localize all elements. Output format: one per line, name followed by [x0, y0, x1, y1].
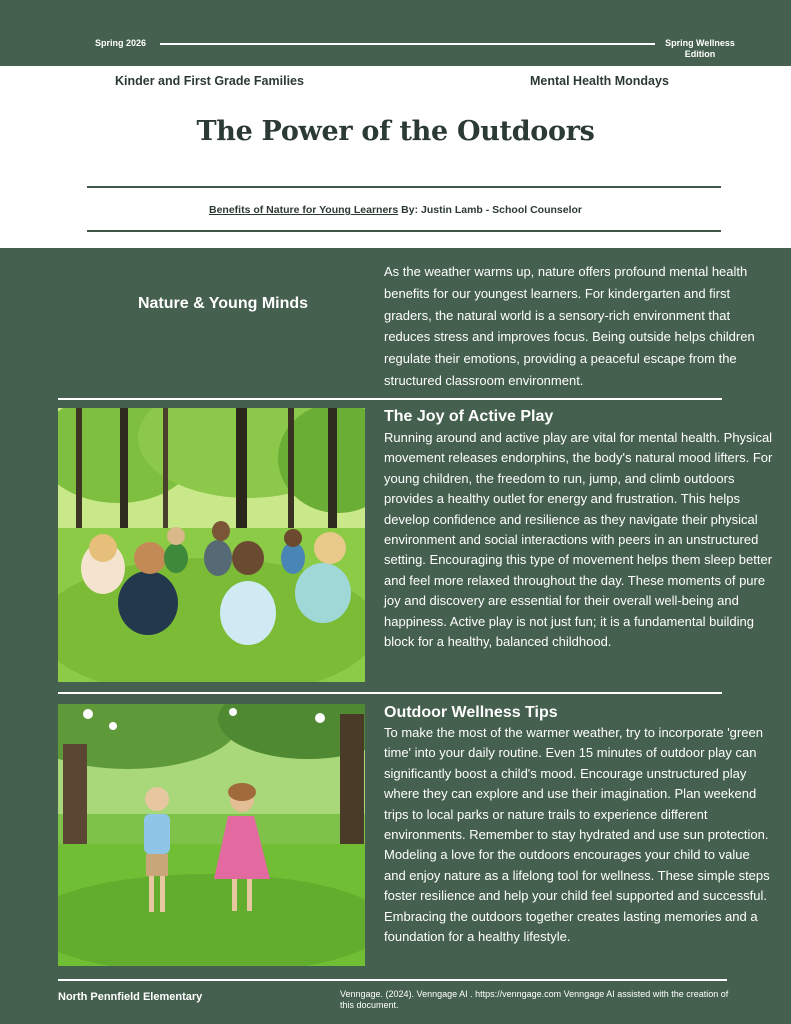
active-play-paragraph: Running around and active play are vital for mental health. Physical movement releases endorphins, the body's natural mood lifters. For young children, the freedom to run, jump, and climb outdoors provides a healthy outlet for energy and frustration. This helps develop confidence and resilience as they navigate their physical environment and social interactions with peers in an unstructured setting. Encouraging this type of movement helps them sleep better and feel more relaxed throughout the day. These moments of pure joy and discovery are essential for their overall well-being and happiness. Active play is not just fun; it is a fundamental building block for a healthy, balanced childhood.: [384, 430, 773, 650]
kids-circle-photo: [58, 408, 365, 682]
article-link[interactable]: Benefits of Nature for Young Learners: [209, 204, 399, 216]
banner-divider: [160, 43, 655, 45]
main-content: [0, 248, 791, 1024]
page-title: The Power of the Outdoors: [196, 116, 595, 147]
active-play-heading: The Joy of Active Play: [384, 408, 554, 425]
section-divider-1: [58, 398, 722, 400]
kids-running-photo: [58, 704, 365, 966]
author-credit: By: Justin Lamb - School Counselor: [398, 204, 582, 216]
section-divider-2: [58, 692, 722, 694]
byline: [0, 204, 791, 216]
wellness-tips-heading: Outdoor Wellness Tips: [384, 704, 558, 721]
audience-label: Kinder and First Grade Families: [115, 74, 304, 88]
intro-heading: Nature & Young Minds: [137, 295, 309, 312]
footer-divider: [58, 979, 727, 981]
edition-label: Spring Wellness Edition: [665, 38, 735, 59]
wellness-tips-paragraph: To make the most of the warmer weather, try to incorporate 'green time' into your daily routine. Even 15 minutes of outdoor play can significantly boost a child's mood. Encourage unstructured play where they can explore and use their imagination. Plan weekend trips to local parks or nature trails to experience different environments. Remember to stay hydrated and use sun protection. Modeling a love for the outdoors encourages your child to value and enjoy nature as a lifelong tool for wellness. These simple steps foster resilience and help your child feel supported and successful. Embracing the outdoors together creates lasting memories and a foundation for a healthy lifestyle.: [384, 725, 770, 945]
school-name: North Pennfield Elementary: [58, 991, 203, 1003]
series-label: Mental Health Mondays: [530, 74, 669, 88]
intro-paragraph: As the weather warms up, nature offers profound mental health benefits for our youngest learners. For kindergarten and first graders, the natural world is a sensory-rich environment that reduces stress and improves focus. Being outside helps children regulate their emotions, providing a peaceful escape from the structured classroom environment.: [384, 264, 755, 388]
title-divider-bottom: [87, 230, 721, 232]
top-banner: [0, 0, 791, 66]
title-divider-top: [87, 186, 721, 188]
citation: Venngage. (2024). Venngage AI . https://venngage.com Venngage AI assisted with the creation of this document.: [340, 989, 729, 1010]
season-label: Spring 2026: [95, 38, 147, 48]
